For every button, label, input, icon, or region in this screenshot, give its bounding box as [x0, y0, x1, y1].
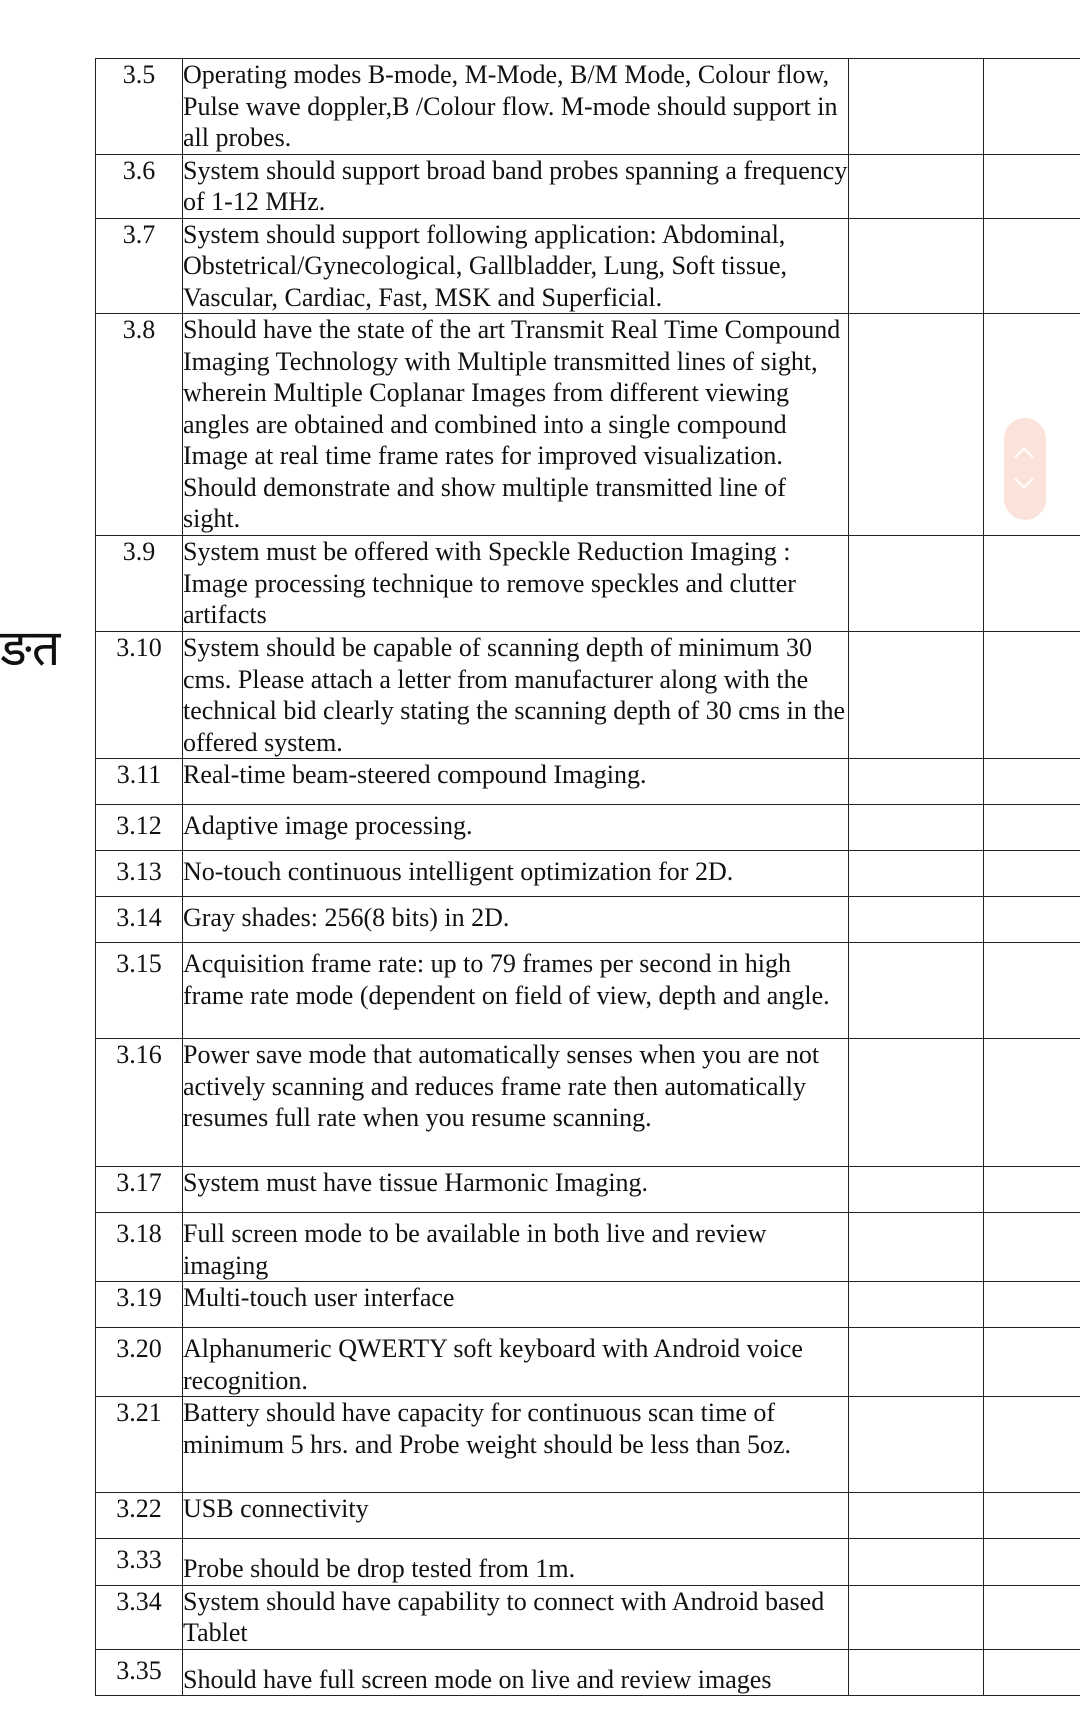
compliance-cell — [849, 943, 984, 1039]
scroll-nav-pill[interactable] — [1004, 418, 1046, 520]
table-row — [96, 1585, 1080, 1649]
table-row — [96, 632, 1080, 759]
row-description: Battery should have capacity for continuous scan time of minimum 5 hrs. and Probe weight should be less than 5oz. — [183, 1397, 849, 1493]
table-row — [96, 851, 1080, 897]
compliance-cell — [849, 1039, 984, 1167]
side-devanagari-mark: ङत — [0, 619, 61, 677]
remarks-cell — [984, 943, 1080, 1039]
row-number: 3.8 — [96, 314, 183, 536]
remarks-cell — [984, 805, 1080, 851]
table-row — [96, 897, 1080, 943]
row-description: Alphanumeric QWERTY soft keyboard with Android voice recognition. — [183, 1328, 849, 1397]
table-row — [96, 759, 1080, 805]
compliance-cell — [849, 59, 984, 155]
compliance-cell — [849, 536, 984, 632]
table-row — [96, 1328, 1080, 1397]
remarks-cell — [984, 154, 1080, 218]
row-number: 3.12 — [96, 805, 183, 851]
row-number: 3.5 — [96, 59, 183, 155]
row-number: 3.9 — [96, 536, 183, 632]
table-row — [96, 943, 1080, 1039]
row-number: 3.15 — [96, 943, 183, 1039]
row-number: 3.14 — [96, 897, 183, 943]
row-description: Power save mode that automatically senses when you are not actively scanning and reduces frame rate then automatically resumes full rate when you resume scanning. — [183, 1039, 849, 1167]
row-number: 3.16 — [96, 1039, 183, 1167]
row-number: 3.18 — [96, 1213, 183, 1282]
table-row — [96, 59, 1080, 155]
remarks-cell — [984, 897, 1080, 943]
row-description: System should be capable of scanning depth of minimum 30 cms. Please attach a letter from manufacturer along with the technical bid clearly stating the scanning depth of 30 cms in the offered system. — [183, 632, 849, 759]
table-row — [96, 1039, 1080, 1167]
row-number: 3.35 — [96, 1649, 183, 1696]
compliance-cell — [849, 1167, 984, 1213]
remarks-cell — [984, 1493, 1080, 1539]
remarks-cell — [984, 1213, 1080, 1282]
row-description: Should have full screen mode on live and review images — [183, 1649, 849, 1696]
row-description: Adaptive image processing. — [183, 805, 849, 851]
compliance-cell — [849, 218, 984, 314]
compliance-cell — [849, 759, 984, 805]
row-description: Should have the state of the art Transmit Real Time Compound Imaging Technology with Multiple transmitted lines of sight, wherein Multiple Coplanar Images from different viewing angles are obtained and combined into a single compound Image at real time frame rates for improved visualization. Should demonstrate and show multiple transmitted line of sight. — [183, 314, 849, 536]
compliance-cell — [849, 314, 984, 536]
table-row — [96, 1397, 1080, 1493]
row-description: Operating modes B-mode, M-Mode, B/M Mode, Colour flow, Pulse wave doppler,B /Colour flow. M-mode should support in all probes. — [183, 59, 849, 155]
table-row — [96, 314, 1080, 536]
row-description: System should support broad band probes spanning a frequency of 1-12 MHz. — [183, 155, 848, 216]
row-number: 3.13 — [96, 851, 183, 897]
remarks-cell — [984, 1167, 1080, 1213]
row-number: 3.34 — [96, 1585, 183, 1649]
chevron-up-icon[interactable] — [1014, 447, 1034, 467]
specification-table — [95, 58, 1080, 1696]
compliance-cell — [849, 1397, 984, 1493]
remarks-cell — [984, 59, 1080, 155]
remarks-cell — [984, 536, 1080, 632]
compliance-cell — [849, 1649, 984, 1696]
row-number: 3.20 — [96, 1328, 183, 1397]
row-number: 3.22 — [96, 1493, 183, 1539]
table-row — [96, 805, 1080, 851]
compliance-cell — [849, 1493, 984, 1539]
remarks-cell — [984, 1585, 1080, 1649]
row-number: 3.6 — [96, 154, 183, 218]
table-row — [96, 1493, 1080, 1539]
row-description: USB connectivity — [183, 1493, 849, 1539]
chevron-down-icon[interactable] — [1014, 469, 1034, 489]
remarks-cell — [984, 632, 1080, 759]
table-row — [96, 1167, 1080, 1213]
table-row — [96, 536, 1080, 632]
row-description: No-touch continuous intelligent optimization for 2D. — [183, 851, 849, 897]
compliance-cell — [849, 1585, 984, 1649]
compliance-cell — [849, 154, 984, 218]
compliance-cell — [849, 632, 984, 759]
remarks-cell — [984, 1539, 1080, 1586]
table-row — [96, 1282, 1080, 1328]
compliance-cell — [849, 805, 984, 851]
remarks-cell — [984, 218, 1080, 314]
row-description: Multi-touch user interface — [183, 1282, 849, 1328]
row-description: System should have capability to connect with Android based Tablet — [183, 1585, 849, 1649]
remarks-cell — [984, 1649, 1080, 1696]
compliance-cell — [849, 1328, 984, 1397]
remarks-cell — [984, 759, 1080, 805]
row-number: 3.19 — [96, 1282, 183, 1328]
table-row — [96, 154, 1080, 218]
row-description: Acquisition frame rate: up to 79 frames per second in high frame rate mode (dependent on field of view, depth and angle. — [183, 943, 849, 1039]
table-row — [96, 1213, 1080, 1282]
table-row — [96, 1649, 1080, 1696]
table-row — [96, 1539, 1080, 1586]
compliance-cell — [849, 1539, 984, 1586]
remarks-cell — [984, 1328, 1080, 1397]
row-description: Full screen mode to be available in both live and review imaging — [183, 1213, 849, 1282]
row-description: Real-time beam-steered compound Imaging. — [183, 759, 849, 805]
compliance-cell — [849, 897, 984, 943]
remarks-cell — [984, 1397, 1080, 1493]
row-description: System should support following application: Abdominal, Obstetrical/Gynecological, Gallbladder, Lung, Soft tissue, Vascular, Cardiac, Fast, MSK and Superficial. — [183, 218, 849, 314]
row-description: System must have tissue Harmonic Imaging. — [183, 1167, 849, 1213]
remarks-cell — [984, 1282, 1080, 1328]
row-number: 3.21 — [96, 1397, 183, 1493]
row-description: System must be offered with Speckle Reduction Imaging : Image processing technique to remove speckles and clutter artifacts — [183, 536, 849, 632]
compliance-cell — [849, 1282, 984, 1328]
row-description: Gray shades: 256(8 bits) in 2D. — [183, 897, 849, 943]
row-number: 3.7 — [96, 218, 183, 314]
remarks-cell — [984, 1039, 1080, 1167]
compliance-cell — [849, 1213, 984, 1282]
row-description: Probe should be drop tested from 1m. — [183, 1539, 849, 1586]
remarks-cell — [984, 851, 1080, 897]
row-number: 3.33 — [96, 1539, 183, 1586]
compliance-cell — [849, 851, 984, 897]
table-row — [96, 218, 1080, 314]
row-number: 3.10 — [96, 632, 183, 759]
row-number: 3.11 — [96, 759, 183, 805]
row-number: 3.17 — [96, 1167, 183, 1213]
